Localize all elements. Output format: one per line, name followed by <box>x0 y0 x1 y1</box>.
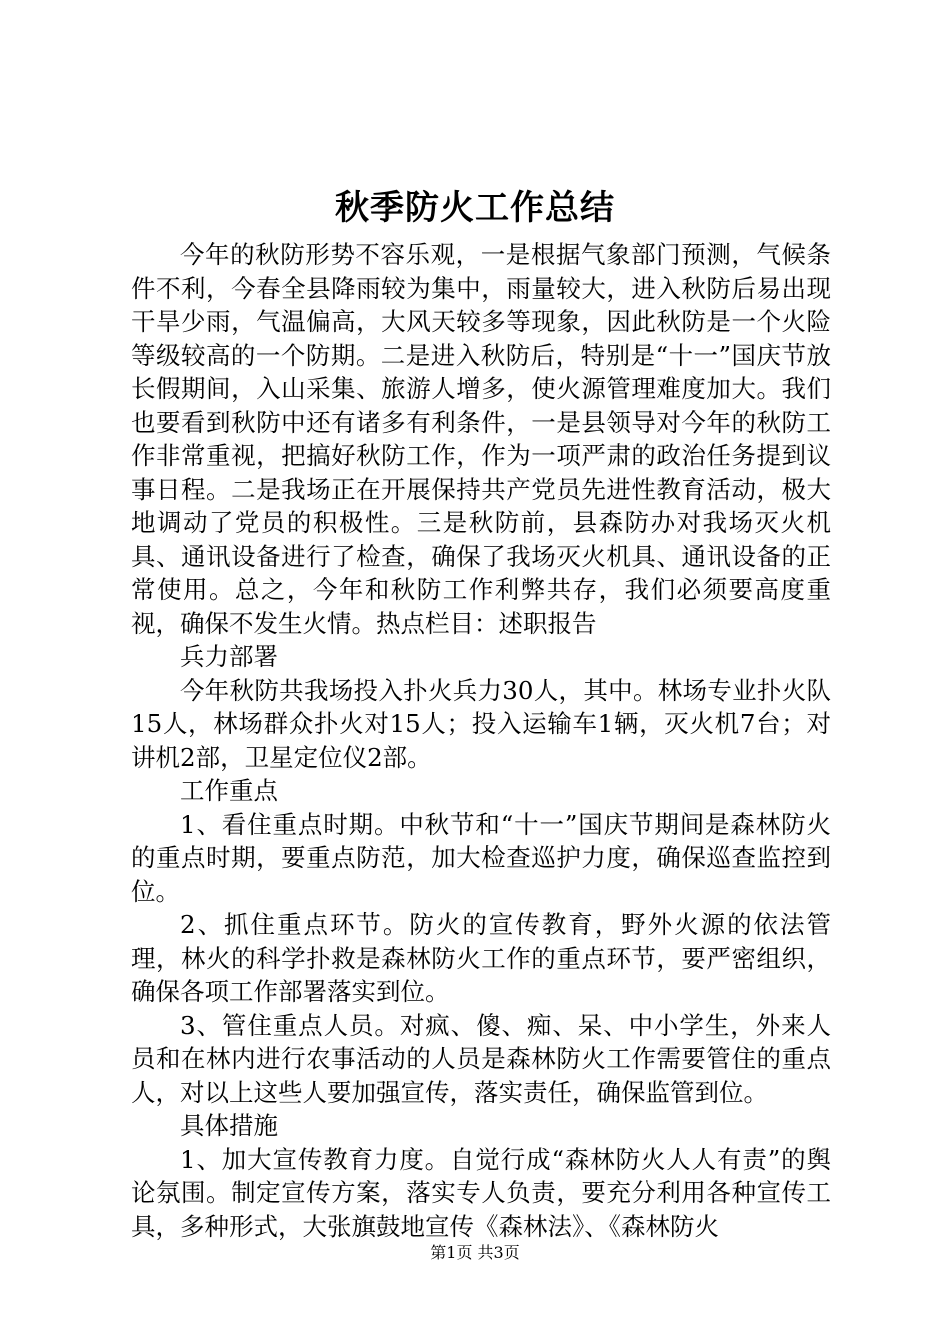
document-body <box>131 238 831 1243</box>
section-heading-focus: 工作重点 <box>180 776 278 805</box>
paragraph-deployment: 今年秋防共我场投入扑火兵力30人，其中。林场专业扑火队15人，林场群众扑火对15人；投入运输车1辆，灭火机7台；对讲机2部，卫星定位仪2部。 <box>131 675 831 772</box>
paragraph-intro: 今年的秋防形势不容乐观，一是根据气象部门预测，气候条件不利，今春全县降雨较为集中，雨量较大，进入秋防后易出现干旱少雨，气温偏高，大风天较多等现象，因此秋防是一个火险等级较高的一个防期。二是进入秋防后，特别是“十一”国庆节放长假期间，入山采集、旅游人增多，使火源管理难度加大。我们也要看到秋防中还有诸多有利条件，一是县领导对今年的秋防工作非常重视，把搞好秋防工作，作为一项严肃的政治任务提到议事日程。二是我场正在开展保持共产党员先进性教育活动，极大地调动了党员的积极性。三是秋防前，县森防办对我场灭火机具、通讯设备进行了检查，确保了我场灭火机具、通讯设备的正常使用。总之，今年和秋防工作利弊共存，我们必须要高度重视，确保不发生火情。热点栏目：述职报告 <box>131 240 831 638</box>
paragraph-focus-3: 3、管住重点人员。对疯、傻、痴、呆、中小学生，外来人员和在林内进行农事活动的人员是森林防火工作需要管住的重点人，对以上这些人要加强宣传，落实责任，确保监管到位。 <box>131 1010 831 1107</box>
section-heading-deployment: 兵力部署 <box>180 642 278 671</box>
paragraph-focus-2: 2、抓住重点环节。防火的宣传教育，野外火源的依法管理，林火的科学扑救是森林防火工作的重点环节，要严密组织，确保各项工作部署落实到位。 <box>131 910 831 1006</box>
section-heading-measures: 具体措施 <box>180 1111 278 1140</box>
paragraph-measures-1: 1、加大宣传教育力度。自觉行成“森林防火人人有责”的舆论氛围。制定宣传方案，落实专人负责，要充分利用各种宣传工具，多种形式，大张旗鼓地宣传《森林法》、《森林防火 <box>131 1144 831 1241</box>
page-footer: 第1页 共3页 <box>430 1243 520 1262</box>
paragraph-focus-1: 1、看住重点时期。中秋节和“十一”国庆节期间是森林防火的重点时期，要重点防范，加大检查巡护力度，确保巡查监控到位。 <box>131 809 831 906</box>
document-title: 秋季防火工作总结 <box>335 188 615 228</box>
